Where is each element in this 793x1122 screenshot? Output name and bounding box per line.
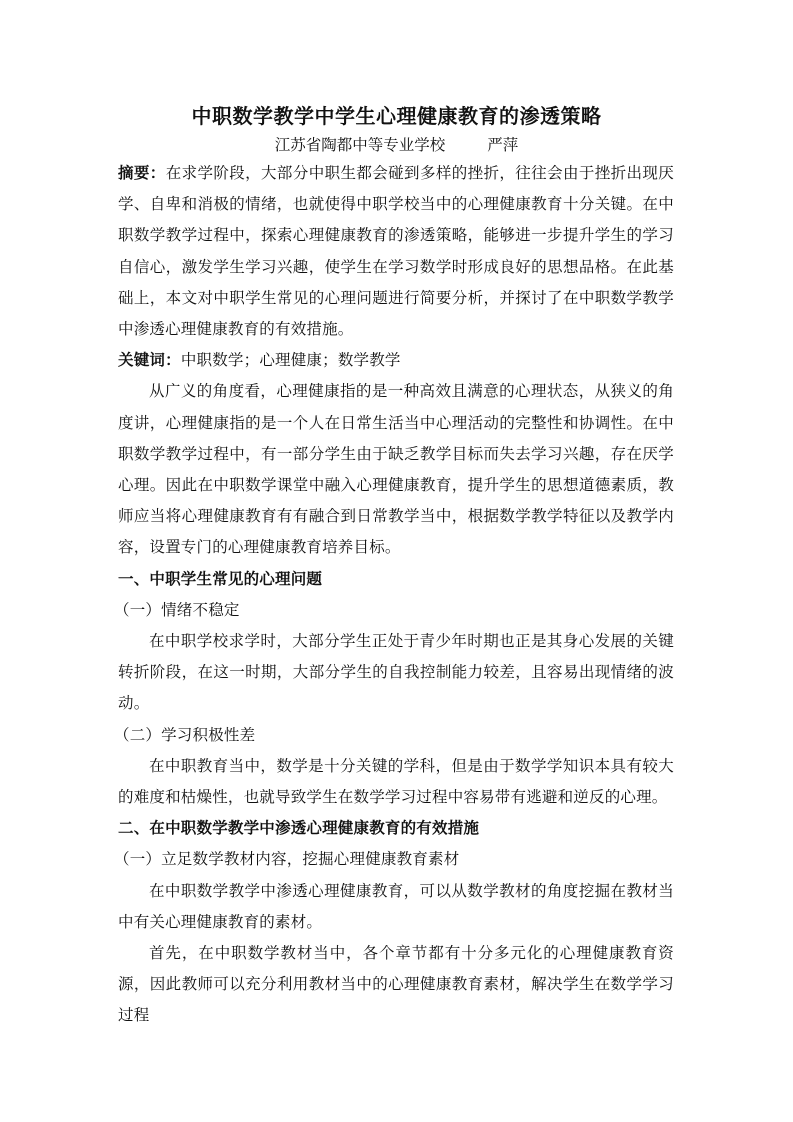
- byline: [0, 134, 793, 156]
- section-1-sub-1-heading: （一）情绪不稳定: [114, 600, 240, 619]
- keywords-label: 关键词：: [118, 351, 181, 370]
- section-1-sub-1-paragraph: 在中职学校求学时，大部分学生正处于青少年时期也正是其身心发展的关键转折阶段，在这一时期，大部分学生的自我控制能力较差，且容易出现情绪的波动。: [118, 632, 674, 713]
- abstract-label: 摘要：: [118, 164, 166, 182]
- section-1-heading: 一、中职学生常见的心理问题: [118, 569, 323, 588]
- author-name: 严萍: [487, 136, 519, 154]
- document-body: [114, 158, 675, 1032]
- abstract-paragraph: [118, 158, 674, 345]
- section-1-sub-2-paragraph: 在中职教育当中，数学是十分关键的学科，但是由于数学学知识本具有较大的难度和枯燥性，也就导致学生在数学学习过程中容易带有逃避和逆反的心理。: [118, 756, 674, 807]
- section-2-sub-1-paragraph-2: 首先，在中职数学教材当中，各个章节都有十分多元化的心理健康教育资源，因此教师可以充分利用教材当中的心理健康教育素材，解决学生在数学学习过程: [118, 944, 674, 1025]
- keywords-paragraph: [118, 345, 674, 376]
- abstract-text: 在求学阶段，大部分中职生都会碰到多样的挫折，往往会由于挫折出现厌学、自卑和消极的情绪，也就使得中职学校当中的心理健康教育十分关键。在中职数学教学过程中，探索心理健康教育的渗透策略，能够进一步提升学生的学习自信心，激发学生学习兴趣，使学生在学习数学时形成良好的思想品格。在此基础上，本文对中职学生常见的心理问题进行简要分析，并探讨了在中职数学教学中渗透心理健康教育的有效措施。: [118, 164, 675, 339]
- document-title: 中职数学教学中学生心理健康教育的渗透策略: [191, 104, 602, 128]
- section-2-heading: 二、在中职数学教学中渗透心理健康教育的有效措施: [118, 819, 480, 838]
- school-name: 江苏省陶都中等专业学校: [274, 136, 446, 154]
- section-1-sub-2-heading: （二）学习积极性差: [114, 725, 256, 744]
- section-2-sub-1-paragraph: 在中职数学教学中渗透心理健康教育，可以从数学教材的角度挖掘在教材当中有关心理健康教育的素材。: [118, 881, 674, 931]
- keywords-text: 中职数学；心理健康；数学教学: [180, 351, 401, 370]
- section-2-sub-1-heading: （一）立足数学教材内容，挖掘心理健康教育素材: [114, 850, 460, 869]
- intro-paragraph: 从广义的角度看，心理健康指的是一种高效且满意的心理状态，从狭义的角度讲，心理健康指的是一个人在日常生活当中心理活动的完整性和协调性。在中职数学教学过程中，有一部分学生由于缺乏教学目标而失去学习兴趣，存在厌学心理。因此在中职数学课堂中融入心理健康教育，提升学生的思想道德素质，教师应当将心理健康教育有有融合到日常教学当中，根据数学教学特征以及教学内容，设置专门的心理健康教育培养目标。: [118, 382, 674, 557]
